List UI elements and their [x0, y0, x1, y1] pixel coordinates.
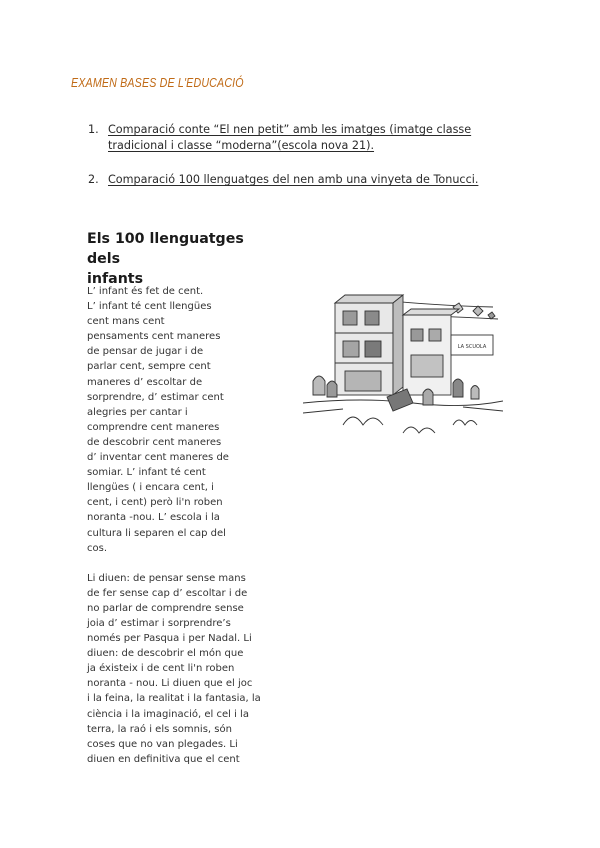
poem-line: de descobrir cent maneres: [87, 436, 222, 448]
question-line: tradicional i classe “moderna”(escola nova 21).: [108, 139, 375, 152]
poem-line: no parlar de comprendre sense: [87, 602, 244, 614]
poem-line: noranta - nou. Li diuen que el joc: [87, 678, 253, 690]
question-item-1: [88, 122, 471, 154]
poem-line: sorprendre, d’ estimar cent: [87, 391, 224, 403]
poem-line: Li diuen: de pensar sense mans: [87, 572, 246, 584]
poem-line: només per Pasqua i per Nadal. Li: [87, 633, 252, 645]
question-text: [108, 122, 471, 154]
poem-line: joia d’ estimar i sorprendre’s: [87, 617, 231, 629]
poem-line: de fer sense cap d’ escoltar i de: [87, 587, 248, 599]
document-title: EXAMEN BASES DE L'EDUCACIÓ: [71, 75, 244, 90]
poem-line: noranta -nou. L’ escola i la: [87, 512, 220, 524]
poem-line: comprendre cent maneres: [87, 421, 220, 433]
poem-line: cos.: [87, 542, 108, 554]
poem-line: pensaments cent maneres: [87, 331, 221, 343]
question-line: Comparació conte “El nen petit” amb les imatges (imatge classe: [108, 123, 472, 136]
poem-line: maneres d’ escoltar de: [87, 376, 203, 388]
question-number: 2.: [88, 173, 99, 186]
poem-line: terra, la raó i els somnis, són: [87, 723, 232, 735]
poem-line: diuen en definitiva que el cent: [87, 753, 240, 765]
poem-line: i la feina, la realitat i la fantasia, la: [87, 693, 261, 705]
poem-line: cent, i cent) però li'n roben: [87, 497, 223, 509]
poem-line: cent mans cent: [87, 316, 165, 328]
poem-text: [87, 284, 277, 767]
question-item-2: [88, 172, 478, 188]
poem-paragraph-2: [87, 571, 277, 767]
poem-line: alegries per cantar i: [87, 406, 188, 418]
question-text: Comparació 100 llenguatges del nen amb una vinyeta de Tonucci.: [108, 173, 479, 186]
poem-line: de pensar de jugar i de: [87, 346, 204, 358]
poem-line: L’ infant és fet de cent.: [87, 286, 204, 297]
poem-line: L’ infant té cent llengües: [87, 301, 212, 313]
poem-line: somiar. L’ infant té cent: [87, 467, 206, 479]
poem-line: d’ inventar cent maneres de: [87, 452, 229, 464]
poem-line: diuen: de descobrir el món que: [87, 648, 244, 660]
tonucci-cartoon-icon: [303, 285, 503, 445]
illustration-sign-text: LA SCUOLA: [457, 344, 487, 350]
section-heading: [87, 229, 277, 289]
heading-line: Els 100 llenguatges dels: [87, 231, 244, 267]
poem-paragraph-1: [87, 284, 277, 556]
poem-line: ciència i la imaginació, el cel i la: [87, 708, 249, 720]
poem-line: parlar cent, sempre cent: [87, 361, 211, 373]
poem-line: llengües ( i encara cent, i: [87, 482, 214, 494]
question-number: 1.: [88, 123, 99, 136]
heading-line: infants: [87, 271, 144, 287]
poem-line: cultura li separen el cap del: [87, 527, 226, 539]
poem-line: coses que no van plegades. Li: [87, 738, 238, 750]
poem-line: ja éxisteix i de cent li'n roben: [87, 663, 235, 675]
